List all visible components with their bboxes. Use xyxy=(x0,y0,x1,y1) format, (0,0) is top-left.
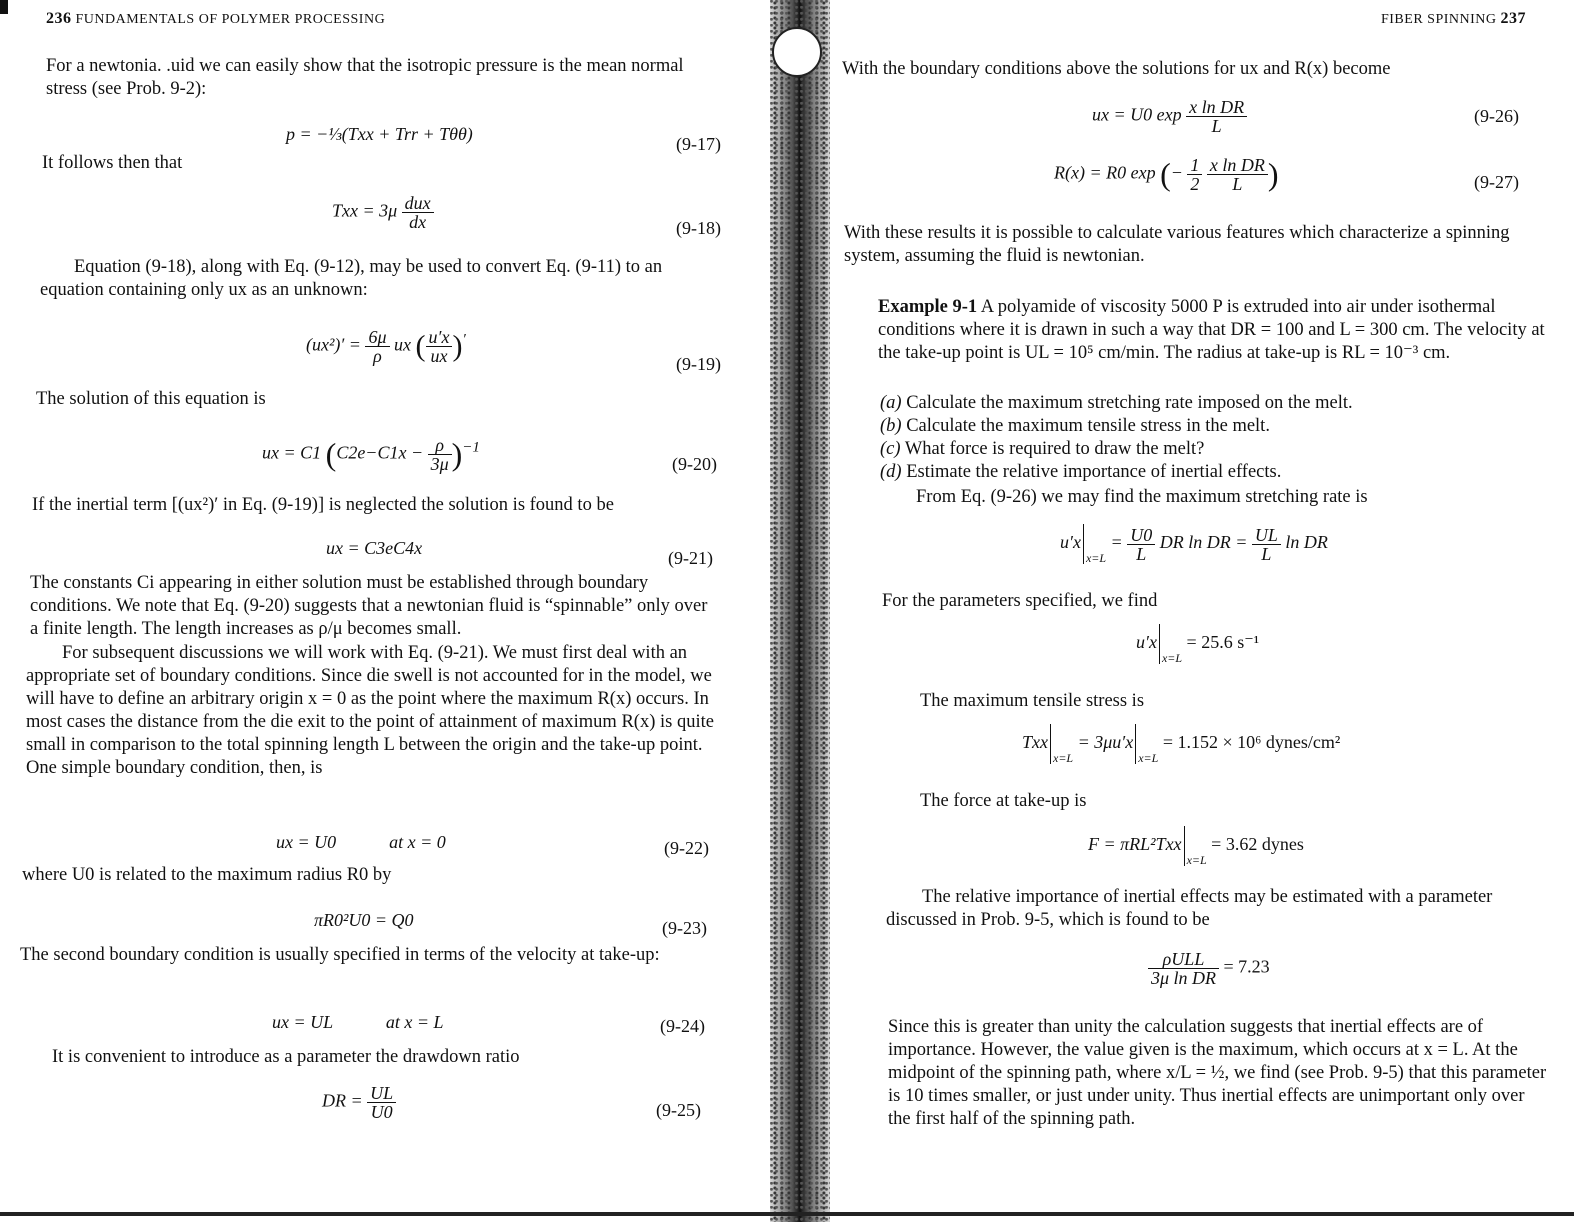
eq-rate-frac2: $\frac{UL}{L}$ xyxy=(1252,526,1281,563)
right-running-head xyxy=(1381,10,1526,28)
left-page-number: 236 xyxy=(46,10,72,27)
left-running-head xyxy=(46,10,385,28)
right-page xyxy=(830,0,1574,1210)
eq-9-26-lhs: ux = U0 exp xyxy=(1092,104,1182,125)
left-para-2: It follows then that xyxy=(42,153,183,173)
example-item-a: (a) Calculate the maximum stretching rate imposed on the melt. xyxy=(880,393,1353,413)
left-para-8: where U0 is related to the maximum radius R0 by xyxy=(22,865,392,885)
eq-9-19-label: (9-19) xyxy=(676,354,721,374)
left-para-3: Equation (9-18), along with Eq. (9-12), may be used to convert Eq. (9-11) to an equation containing only ux as an unknown: xyxy=(40,257,663,300)
eq-9-22-cond: at x = 0 xyxy=(389,832,446,852)
eq-9-19-inner-den: ux xyxy=(430,346,448,366)
left-para-9: The second boundary condition is usually specified in terms of the velocity at take-up: xyxy=(20,945,660,965)
example-title: Example 9-1 xyxy=(878,297,978,317)
eq-9-19-inner-num: u′x xyxy=(426,328,453,347)
eq-9-27-half-den: 2 xyxy=(1190,174,1200,194)
eq-9-27: R(x) = R0 exp (− $\frac{1}{2}$ $\frac{\text{x ln DR}}{L}$ ) xyxy=(1054,155,1279,194)
eq-9-24-expr: ux = UL xyxy=(272,1012,333,1032)
example-block xyxy=(878,296,1548,365)
left-page xyxy=(0,0,770,1210)
left-para-10: It is convenient to introduce as a parameter the drawdown ratio xyxy=(52,1047,520,1067)
eq-stretch-rate: $u'x_{x=L}$ = $\frac{U0}{L}$ DR ln DR = $\frac{UL}{L}$ ln DR xyxy=(1060,524,1328,566)
eq-9-27-lhs: R(x) = R0 exp xyxy=(1054,162,1156,183)
eq-9-18-label: (9-18) xyxy=(676,218,721,238)
eq-9-25-fraction xyxy=(367,1084,396,1121)
eq-9-25 xyxy=(322,1084,396,1121)
eq-9-18-fraction xyxy=(402,194,434,231)
example-item-d: (d) Estimate the relative importance of inertial effects. xyxy=(880,462,1282,482)
eq-9-22-expr: ux = U0 xyxy=(276,832,337,852)
right-para-4: For the parameters specified, we find xyxy=(882,591,1158,611)
eq-9-18-lhs: Txx = 3μ xyxy=(332,200,398,221)
eq-rate-value: $u'x_{x=L} = 25.6$ s⁻¹ xyxy=(1136,624,1259,666)
eq-rate-at: x=L xyxy=(1085,551,1107,566)
eq-9-24 xyxy=(272,1012,443,1033)
eq-9-25-lhs: DR = xyxy=(322,1090,363,1111)
right-page-number: 237 xyxy=(1500,10,1526,27)
left-para-7: For subsequent discussions we will work with Eq. (9-21). We must first deal with an appropriate set of boundary conditions. Since die swell is not accounted for in the model, we will have to define an arbitrary origin x = 0 as the point where the maximum R(x) occurs. In most cases the distance from the die exit to the point of attainment of maximum R(x) is quite small in comparison to the total spinning length L between the origin and the take-up point. One simple boundary condition, then, is xyxy=(26,643,714,778)
left-para-5: If the inertial term [(ux²)′ in Eq. (9-19)] is neglected the solution is found to be xyxy=(32,495,614,515)
eq-9-22-label: (9-22) xyxy=(664,838,709,858)
eq-rate-frac1: $\frac{U0}{L}$ xyxy=(1127,526,1155,563)
eq-9-26-label: (9-26) xyxy=(1474,106,1519,126)
right-para-5: The maximum tensile stress is xyxy=(920,691,1145,711)
eq-force: F = πRL²Txx$_{x=L}$ = 3.62 dynes xyxy=(1088,826,1304,868)
eq-9-27-fraction xyxy=(1207,156,1268,193)
eq-9-27-label: (9-27) xyxy=(1474,172,1519,192)
eq-9-17-label: (9-17) xyxy=(676,134,721,154)
eq-9-18-den: dx xyxy=(409,212,427,232)
eq-9-19-inner-fraction xyxy=(426,328,453,365)
eq-9-26-fraction xyxy=(1186,98,1247,135)
eq-9-19-mid: ux xyxy=(394,334,412,355)
eq-9-21: ux = C3eC4x xyxy=(326,538,423,558)
eq-9-27-sign: − xyxy=(1170,162,1183,183)
eq-param-rhs: = 7.23 xyxy=(1223,956,1270,977)
eq-9-24-label: (9-24) xyxy=(660,1016,705,1036)
eq-9-19-lhs: (ux²)′ = xyxy=(306,334,361,355)
left-para-4: The solution of this equation is xyxy=(36,389,266,409)
eq-9-18 xyxy=(332,194,434,231)
eq-9-26-num: x ln DR xyxy=(1186,98,1247,117)
eq-max-stress-rhs: = 1.152 × 10⁶ dynes/cm² xyxy=(1162,732,1341,753)
eq-9-25-num: UL xyxy=(367,1084,396,1103)
eq-9-21-label: (9-21) xyxy=(668,548,713,568)
eq-rate-lhs: u′x xyxy=(1060,532,1081,553)
eq-rate-mid: DR ln DR = xyxy=(1159,532,1248,553)
eq-max-stress: $Txx_{x=L} = 3\mu u'x_{x=L} = 1.152 \times 10^6$ dynes/cm² xyxy=(1022,724,1340,766)
example-items xyxy=(880,392,1550,484)
punch-hole xyxy=(772,27,822,77)
eq-9-19-fraction xyxy=(365,328,389,365)
eq-9-20-den: 3μ xyxy=(430,454,449,474)
eq-9-22 xyxy=(276,832,446,853)
left-running-title: FUNDAMENTALS OF POLYMER PROCESSING xyxy=(75,12,386,27)
example-item-c: (c) What force is required to draw the melt? xyxy=(880,439,1205,459)
eq-9-19: (ux²)′ = $\frac{6\mu}{\rho}$ ux ( $\frac{u'x}{ux}$ )′ xyxy=(306,327,466,366)
eq-9-20-num: ρ xyxy=(428,436,452,455)
eq-rate-tail: ln DR xyxy=(1285,532,1328,553)
right-para-8: Since this is greater than unity the calculation suggests that inertial effects are of importance. However, the value given is the maximum, which occurs at x = L. At the midpoint of the spinning path, where x/L = ½, we find (see Prob. 9-5) that this parameter is 10 times smaller, or just under unity. Thus inertial effects are unimportant only over the first half of the spinning path. xyxy=(888,1017,1547,1129)
eq-9-27-half xyxy=(1187,156,1202,193)
eq-rate-value-rhs: = 25.6 s⁻¹ xyxy=(1186,632,1260,653)
right-running-title: FIBER SPINNING xyxy=(1380,12,1497,27)
eq-9-23: πR0²U0 = Q0 xyxy=(314,910,414,930)
eq-9-27-num: x ln DR xyxy=(1207,156,1268,175)
right-para-6: The force at take-up is xyxy=(920,791,1087,811)
left-para-6: The constants Ci appearing in either solution must be established through boundary conditions. We note that Eq. (9-20) suggests that a newtonian fluid is “spinnable” only over a finite length. The length increases as ρ/μ becomes small. xyxy=(30,573,708,639)
eq-9-18-num: dux xyxy=(402,194,434,213)
eq-9-24-cond: at x = L xyxy=(385,1012,444,1032)
left-para-1: For a newtonia. .uid we can easily show that the isotropic pressure is the mean normal stress (see Prob. 9-2): xyxy=(46,56,684,99)
right-para-7: The relative importance of inertial effects may be estimated with a parameter discussed in Prob. 9-5, which is found to be xyxy=(886,887,1493,930)
right-para-2: With these results it is possible to calculate various features which characterize a spinning system, assuming the fluid is newtonian. xyxy=(844,223,1510,266)
eq-9-20-inner: C2e−C1x − xyxy=(336,442,424,463)
eq-inertial-param xyxy=(1148,950,1270,987)
eq-9-20-label: (9-20) xyxy=(672,454,717,474)
eq-9-26 xyxy=(1092,98,1247,135)
eq-9-17: p = −⅓(Txx + Trr + Tθθ) xyxy=(286,124,473,144)
eq-9-19-num: 6μ xyxy=(365,328,389,347)
eq-9-25-den: U0 xyxy=(370,1102,393,1122)
eq-9-27-den: L xyxy=(1232,174,1243,194)
eq-9-19-den: ρ xyxy=(373,346,382,366)
right-para-1: With the boundary conditions above the solutions for ux and R(x) become xyxy=(842,59,1391,79)
eq-9-25-label: (9-25) xyxy=(656,1100,701,1120)
eq-9-20-lhs: ux = C1 xyxy=(262,442,322,463)
eq-9-27-half-num: 1 xyxy=(1187,156,1202,175)
eq-param-fraction: $\frac{\text{ρULL}}{\text{3μ ln DR}}$ xyxy=(1148,950,1219,987)
eq-9-26-den: L xyxy=(1211,116,1222,136)
eq-force-rhs: = 3.62 dynes xyxy=(1211,834,1304,855)
eq-9-20: ux = C1 (C2e−C1x − $\frac{\rho}{3\mu}$ )$^{-1}$ xyxy=(262,435,480,474)
right-para-3: From Eq. (9-26) we may find the maximum stretching rate is xyxy=(916,487,1368,507)
example-text: A polyamide of viscosity 5000 P is extruded into air under isothermal conditions where it is drawn in such a way that DR = 100 and L = 300 cm. The velocity at the take-up point is UL = 10⁵ cm/min. The radius at take-up is RL = 10⁻³ cm. xyxy=(878,297,1545,363)
eq-9-23-label: (9-23) xyxy=(662,918,707,938)
example-item-b: (b) Calculate the maximum tensile stress in the melt. xyxy=(880,416,1270,436)
eq-9-20-fraction xyxy=(428,436,452,473)
scan-bottom-edge xyxy=(0,1212,1574,1216)
book-gutter-shadow xyxy=(770,0,830,1222)
